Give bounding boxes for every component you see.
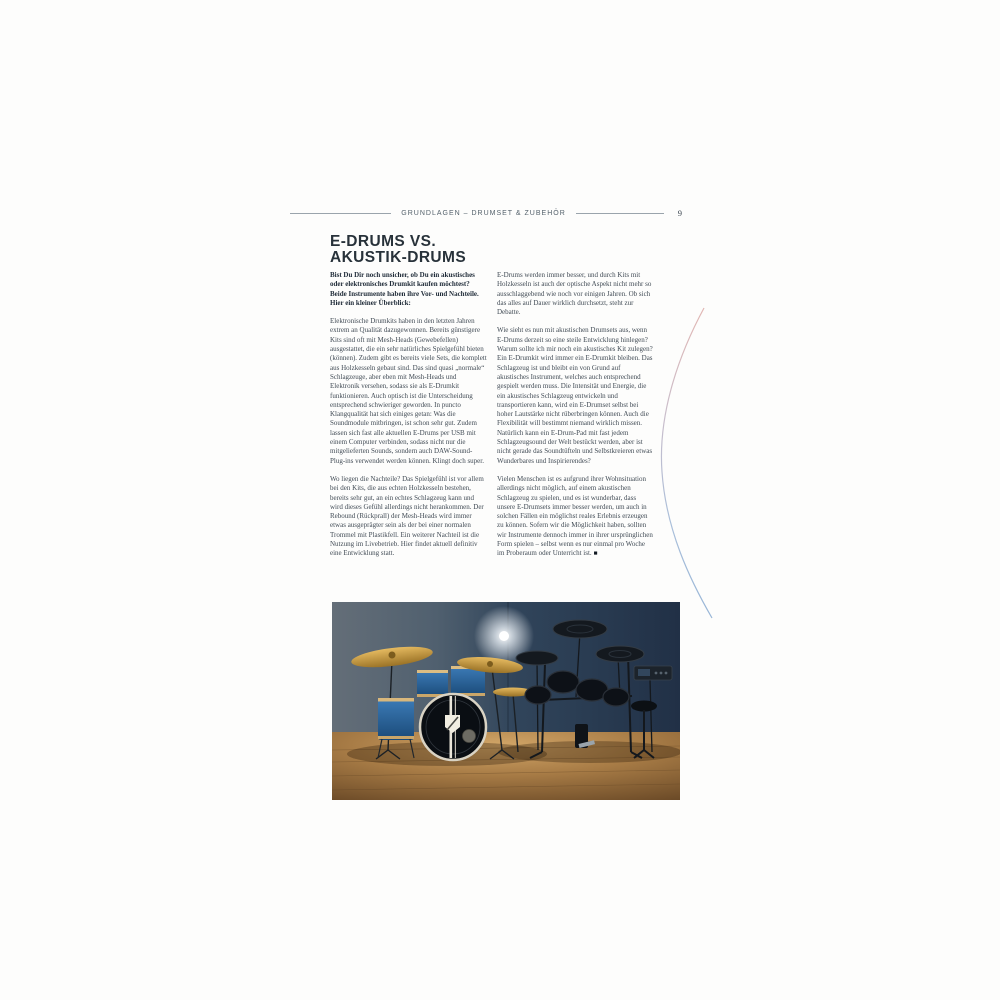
decorative-curve (646, 298, 724, 632)
text-column-1 (330, 271, 487, 568)
header-rule-left (290, 213, 391, 214)
body-paragraph: Elektronische Drumkits haben in den letzten Jahren extrem an Qualität dazugewonnen. Bereits günstigere Kits sind oft mit Mesh-Heads (Gewebefellen) ausgestattet, die ein sehr natürliches Spielgefühl bieten (können). Zudem gibt es bereits viele Sets, die komplett aus Holzkesseln gebaut sind. Das sind quasi „normale“ Schlagzeuge, aber eben mit Mesh-Heads und Elektronik versehen, sodass sie als E-Drumkit funktionieren. Auch optisch ist die Unterscheidung entsprechend schwieriger geworden. In puncto Klangqualität hat sich einiges getan: Was die Soundmodule mitbringen, ist schon sehr gut. Zudem lassen sich fast alle aktuellen E-Drums per USB mit einem Computer verbinden, sodass nicht nur die mitgelieferten Sounds, sondern auch DAW-Sound-Plug-ins verwendet werden können. Klingt doch super. (330, 317, 487, 465)
section-title: GRUNDLAGEN – DRUMSET & ZUBEHÖR (401, 209, 566, 217)
body-paragraph: E-Drums werden immer besser, und durch Kits mit Holzkesseln ist auch der optische Aspekt nicht mehr so ausschlaggebend wie noch vor einigen Jahren. Ob sich das alles auf Dauer wirklich durchsetzt, steht zur Debatte. (497, 271, 652, 317)
text-column-2 (497, 271, 654, 568)
paragraph-text: Vielen Menschen ist es aufgrund ihrer Wohnsituation allerdings nicht möglich, auf einem akustischen Schlagzeug zu spielen, und es ist wunderbar, dass unsere E-Drumsets immer besser werden, um auch in solchen Fällen ein möglichst reales Erlebnis erzeugen zu können. Sofern wir die Möglichkeit haben, sollten wir Instrumente dennoch immer in ihrer ursprünglichen Form spielen – selbst wenn es nur einmal pro Woche im Proberaum oder Unterricht ist. (497, 474, 653, 558)
intro-paragraph: Bist Du Dir noch unsicher, ob Du ein akustisches oder elektronisches Drumkit kaufen möchtest? Beide Instrumente haben ihre Vor- und Nachteile. Hier ein kleiner Überblick: (330, 271, 479, 307)
page-number: 9 (677, 208, 682, 218)
end-of-article-marker: ■ (593, 550, 598, 558)
drumkit-photo (332, 602, 680, 800)
article-title: E-DRUMS VS. AKUSTIK-DRUMS (330, 233, 467, 267)
body-paragraph: Wie sieht es nun mit akustischen Drumsets aus, wenn E-Drums derzeit so eine steile Entwicklung hinlegen? Warum sollte ich mir noch ein akustisches Kit zulegen? Ein E-Drumkit wird immer ein E-Drumkit bleiben. Das Schlagzeug ist und bleibt ein von Grund auf akustisches Instrument, welches auch entsprechend gespielt werden muss. Die Intensität und Energie, die ein akustisches Schlagzeug entwickeln und transportieren kann, wird ein E-Drumset selbst bei hoher Lautstärke nicht rüberbringen können. Auch die Flexibilität will bestimmt niemand wirklich missen. Natürlich kann ein E-Drum-Pad mit fast jedem Schlagzeugsound der Welt bestückt werden, aber ist nicht gerade das Soundtüfteln und Selbstkreieren etwas Wunderbares und Inspirierendes? (497, 326, 653, 465)
header-rule-right (576, 213, 664, 214)
drumkit-photo-illustration (332, 602, 680, 800)
body-paragraph (497, 475, 654, 559)
running-head (290, 208, 682, 218)
body-paragraph: Wo liegen die Nachteile? Das Spielgefühl ist vor allem bei den Kits, die aus echten Holzkesseln bestehen, bereits sehr gut, an ein echtes Schlagzeug kann und wird dieses Gefühl allerdings nicht herankommen. Der Rebound (Rückprall) der Mesh-Heads wird immer etwas ausgeprägter sein als der bei einer normalen Trommel mit Plastikfell. Ein weiterer Nachteil ist die Nutzung im Livebetrieb. Hier findet aktuell definitiv eine Entwicklung statt. (330, 474, 484, 558)
